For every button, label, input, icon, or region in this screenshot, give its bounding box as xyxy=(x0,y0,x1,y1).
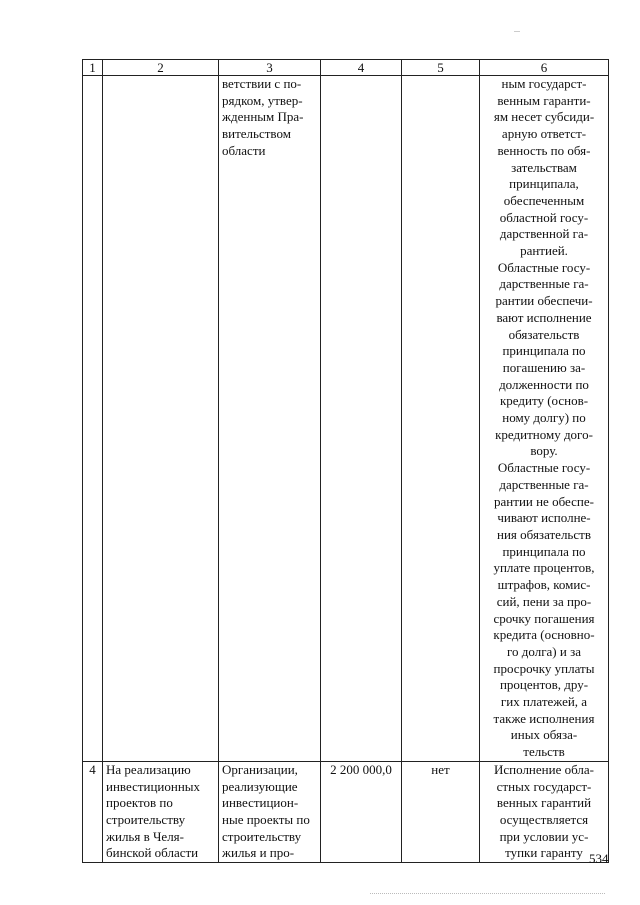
table-row-continuation xyxy=(83,76,609,762)
text-line: жилья в Челя- xyxy=(106,828,184,844)
text-line: Областные госу- xyxy=(497,460,591,476)
text-line: рантии обеспечи- xyxy=(495,293,593,309)
text-line: рантией. xyxy=(520,243,568,259)
text-line: области xyxy=(222,142,266,158)
text-line: дарственной га- xyxy=(499,226,589,242)
text-line: жденным Пра- xyxy=(222,109,304,125)
text-line: го долга) и за xyxy=(507,643,581,659)
text-line: рантии не обеспе- xyxy=(494,493,594,509)
header-col-1: 1 xyxy=(83,60,103,76)
cell-number xyxy=(83,76,103,762)
text-line: зательствам xyxy=(511,159,577,175)
cell-conditions xyxy=(480,76,609,762)
table-header-row xyxy=(83,60,609,76)
text-line: уплате процентов, xyxy=(493,560,595,576)
text-line: принципала по xyxy=(502,543,586,559)
text-line: кредиту (основ- xyxy=(499,393,589,409)
text-line: жилья и про- xyxy=(222,845,295,861)
text-line: погашению за- xyxy=(502,359,586,375)
text-line: тельств xyxy=(523,744,565,760)
text-line: бинской области xyxy=(106,845,199,861)
text-line: строительству xyxy=(222,828,302,844)
text-line: ям несет субсиди- xyxy=(493,109,595,125)
text-line: принципала, xyxy=(509,176,579,192)
text-line: долженности по xyxy=(499,376,589,392)
text-line: срочку погашения xyxy=(493,610,595,626)
text-line: инвестиционных xyxy=(106,778,201,794)
text-line: кредитному дого- xyxy=(495,426,593,442)
text-line: Организации, xyxy=(222,761,298,777)
text-line: принципала по xyxy=(502,343,586,359)
text-line: обеспеченным xyxy=(503,192,585,208)
budget-table xyxy=(82,59,609,863)
header-col-5: 5 xyxy=(402,60,480,76)
text-line: просрочку уплаты xyxy=(493,660,595,676)
text-line: ния обязательств xyxy=(497,526,591,542)
text-line: венных гарантий xyxy=(496,795,592,811)
text-line: тупки гаранту xyxy=(505,845,583,861)
text-line: чивают исполне- xyxy=(497,510,591,526)
text-line: ные проекты по xyxy=(222,811,310,827)
header-col-4: 4 xyxy=(321,60,402,76)
purpose-text xyxy=(106,762,215,862)
principal-text xyxy=(222,76,317,160)
text-line: строительству xyxy=(106,811,186,827)
text-line: ветствии с по- xyxy=(222,76,302,91)
text-line: арную ответст- xyxy=(501,126,587,142)
text-line: вору. xyxy=(530,443,558,459)
text-line: венным гаранти- xyxy=(497,92,591,108)
text-line: ному долгу) по xyxy=(502,410,586,426)
text-line: сий, пени за про- xyxy=(496,593,592,609)
text-line: вительством xyxy=(222,126,291,142)
text-line: дарственные га- xyxy=(499,476,589,492)
text-line: ным государст- xyxy=(501,76,587,91)
scan-mark xyxy=(514,31,520,32)
text-line: венность по обя- xyxy=(497,142,591,158)
conditions-text xyxy=(483,762,605,862)
text-line: инвестицион- xyxy=(222,795,299,811)
text-line: стных государст- xyxy=(496,778,592,794)
text-line: проектов по xyxy=(106,795,173,811)
table-row-4 xyxy=(83,761,609,862)
text-line: Областные госу- xyxy=(497,259,591,275)
cell-number: 4 xyxy=(83,761,103,862)
scan-footer-dots xyxy=(370,893,605,894)
text-line: при условии ус- xyxy=(499,828,589,844)
cell-principal xyxy=(219,76,321,762)
text-line: также исполнения xyxy=(493,710,595,726)
cell-purpose xyxy=(103,76,219,762)
text-line: Исполнение обла- xyxy=(494,761,594,777)
page-number: 534 xyxy=(589,851,609,866)
cell-principal xyxy=(219,761,321,862)
conditions-text xyxy=(483,76,605,761)
cell-amount xyxy=(321,76,402,762)
text-line: рядком, утвер- xyxy=(222,92,303,108)
header-col-3: 3 xyxy=(219,60,321,76)
text-line: кредита (основно- xyxy=(493,627,595,643)
cell-conditions xyxy=(480,761,609,862)
text-line: обязательств xyxy=(508,326,580,342)
cell-regress: нет xyxy=(402,761,480,862)
text-line: иных обяза- xyxy=(510,727,578,743)
text-line: дарственные га- xyxy=(499,276,589,292)
text-line: гих платежей, а xyxy=(500,694,588,710)
text-line: штрафов, комис- xyxy=(497,577,591,593)
text-line: вают исполнение xyxy=(496,309,592,325)
text-line: осуществляется xyxy=(499,811,589,827)
principal-text xyxy=(222,762,317,862)
text-line: На реализацию xyxy=(106,761,191,777)
cell-regress xyxy=(402,76,480,762)
cell-purpose xyxy=(103,761,219,862)
header-col-2: 2 xyxy=(103,60,219,76)
text-line: реализующие xyxy=(222,778,298,794)
cell-amount: 2 200 000,0 xyxy=(321,761,402,862)
text-line: областной госу- xyxy=(499,209,589,225)
text-line: процентов, дру- xyxy=(499,677,589,693)
header-col-6: 6 xyxy=(480,60,609,76)
